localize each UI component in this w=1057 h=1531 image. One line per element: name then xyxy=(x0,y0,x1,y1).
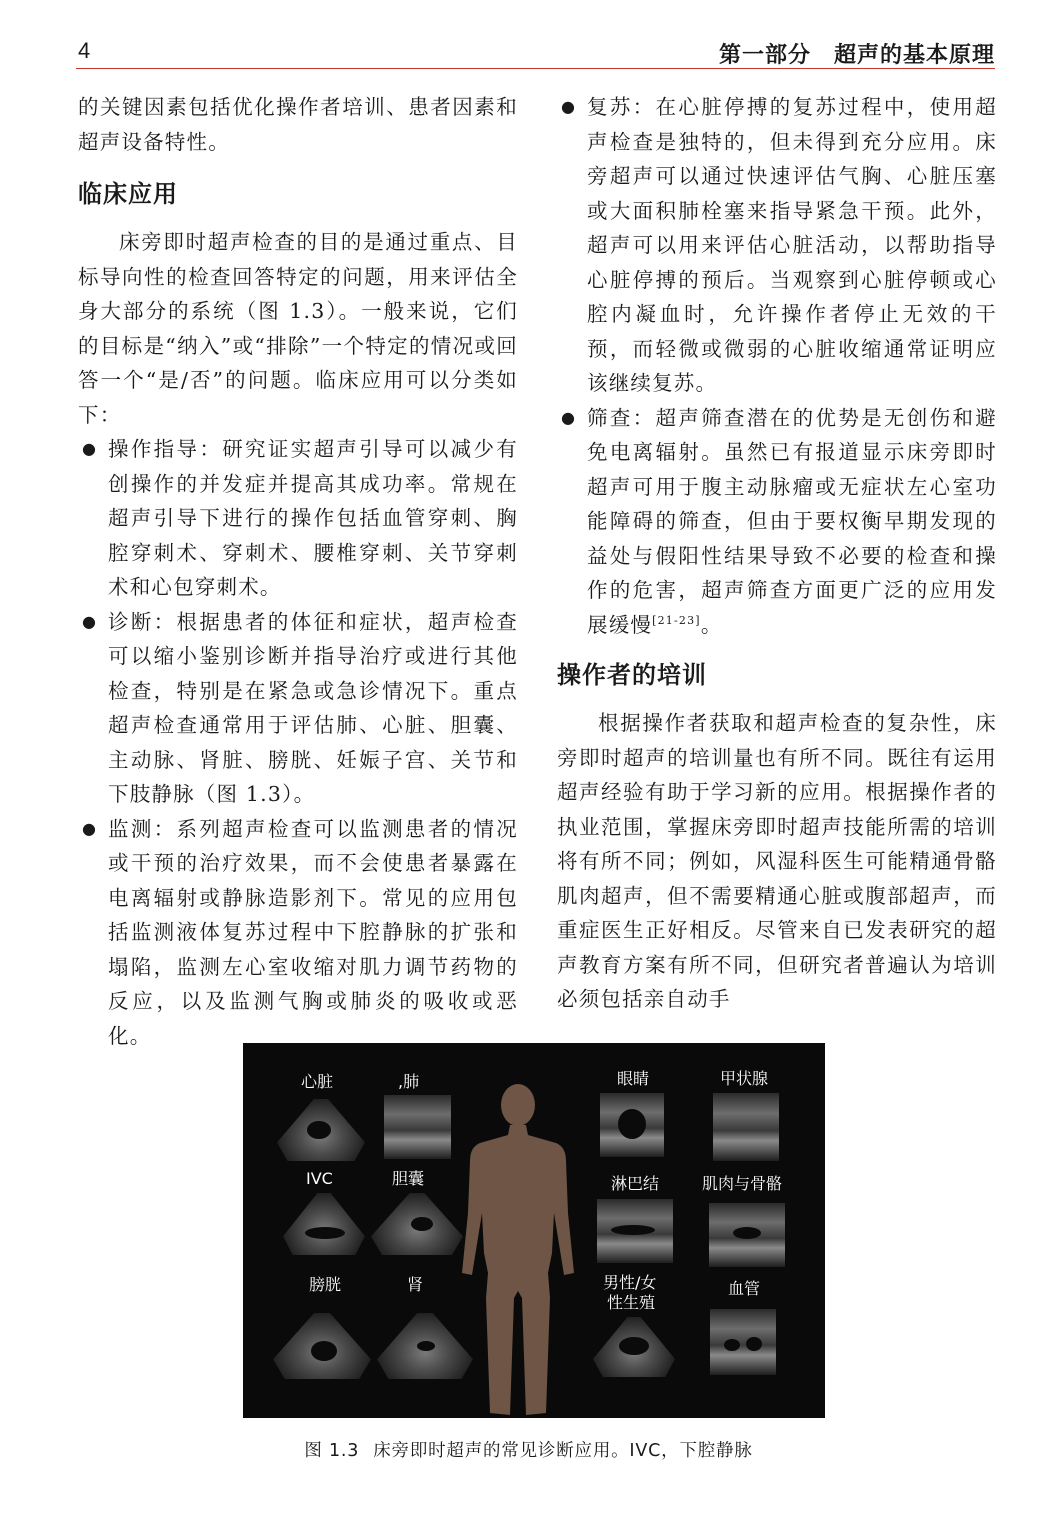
label-lymph-node: 淋巴结 xyxy=(611,1174,660,1193)
page-number: 4 xyxy=(78,38,91,63)
label-heart: 心脏 xyxy=(301,1072,334,1091)
bullet-label: 复苏： xyxy=(587,95,656,119)
ultrasound-heart xyxy=(277,1099,365,1161)
left-column xyxy=(78,90,518,1053)
label-bladder: 膀胱 xyxy=(309,1275,342,1294)
human-body-silhouette xyxy=(448,1083,588,1418)
ultrasound-genital xyxy=(593,1317,675,1377)
label-gallbladder: 胆囊 xyxy=(392,1169,425,1188)
ultrasound-lung xyxy=(384,1095,451,1159)
header-rule xyxy=(76,68,995,69)
label-thyroid: 甲状腺 xyxy=(720,1069,769,1088)
bullet-label: 诊断： xyxy=(108,609,177,634)
bullet-label: 监测： xyxy=(108,816,177,841)
ultrasound-eye xyxy=(600,1093,664,1157)
label-lung: ,肺 xyxy=(398,1072,420,1091)
right-column xyxy=(557,90,997,1017)
label-genital-line2: 性生殖 xyxy=(607,1293,656,1312)
caption-figure-number: 图 1.3 xyxy=(304,1441,360,1461)
intro-continuation: 的关键因素包括优化操作者培训、患者因素和超声设备特性。 xyxy=(78,95,518,154)
bullet-icon: ● xyxy=(561,407,577,427)
clinical-paragraph: 床旁即时超声检查的目的是通过重点、目标导向性的检查回答特定的问题，用来评估全身大部分的系统（图 1.3）。一般来说，它们的目标是“纳入”或“排除”一个特定的情况或回答一个“是/否”的问题。临床应用可以分类如下： xyxy=(78,230,518,427)
figure-1-3 xyxy=(243,1043,825,1418)
bullet-procedure xyxy=(78,432,518,605)
bullet-text: 超声筛查潜在的优势是无创伤和避免电离辐射。虽然已有报道显示床旁即时超声可用于腹主动脉瘤或无症状左心室功能障碍的筛查，但由于要权衡早期发现的益处与假阳性结果导致不必要的检查和操作的危害，超声筛查方面更广泛的应用发展缓慢 xyxy=(587,405,997,637)
bullet-icon: ● xyxy=(82,439,98,458)
bullet-icon: ● xyxy=(82,611,98,631)
ultrasound-musculoskeletal xyxy=(709,1203,785,1267)
bullet-screening xyxy=(557,401,997,643)
bullet-text: 根据患者的体征和症状，超声检查可以缩小鉴别诊断并指导治疗或进行其他检查，特别是在紧急或急诊情况下。重点超声检查通常用于评估肺、心脏、胆囊、主动脉、肾脏、膀胱、妊娠子宫、关节和下肢静脉（图 1.3）。 xyxy=(108,609,518,806)
label-musculoskeletal: 肌肉与骨骼 xyxy=(702,1174,783,1193)
silhouette-head xyxy=(501,1084,535,1126)
bullet-text: 在心脏停搏的复苏过程中，使用超声检查是独特的，但未得到充分应用。床旁超声可以通过快速评估气胸、心脏压塞或大面积肺栓塞来指导紧急干预。此外，超声可以用来评估心脏活动，以帮助指导心脏停搏的预后。当观察到心脏停顿或心腔内凝血时，允许操作者停止无效的干预，而轻微或微弱的心脏收缩通常证明应该继续复苏。 xyxy=(587,95,997,395)
ultrasound-ivc xyxy=(283,1193,365,1255)
label-eye: 眼睛 xyxy=(617,1069,650,1088)
label-ivc: IVC xyxy=(306,1169,333,1188)
bullet-end: 。 xyxy=(700,612,723,637)
bullet-text: 研究证实超声引导可以减少有创操作的并发症并提高其成功率。常规在超声引导下进行的操作包括血管穿刺、胸腔穿刺术、穿刺术、腰椎穿刺、关节穿刺术和心包穿刺术。 xyxy=(108,437,518,599)
ultrasound-vessel xyxy=(710,1309,776,1375)
figure-caption xyxy=(0,1437,1057,1462)
ultrasound-lymph-node xyxy=(597,1199,673,1263)
label-vessel: 血管 xyxy=(728,1279,761,1298)
bullet-label: 操作指导： xyxy=(108,437,223,461)
bullet-label: 筛查： xyxy=(587,405,656,430)
citation: [21-23] xyxy=(652,613,701,627)
silhouette-torso xyxy=(462,1125,574,1415)
label-kidney: 肾 xyxy=(407,1275,424,1294)
bullet-icon: ● xyxy=(82,818,98,838)
running-head: 第一部分 超声的基本原理 xyxy=(718,43,995,68)
section-heading-training: 操作者的培训 xyxy=(557,661,707,689)
ultrasound-bladder xyxy=(273,1313,371,1379)
ultrasound-thyroid xyxy=(713,1093,779,1161)
bullet-monitoring xyxy=(78,812,518,1054)
label-genital-line1: 男性/女 xyxy=(603,1273,657,1292)
section-heading-clinical: 临床应用 xyxy=(78,180,178,208)
bullet-icon: ● xyxy=(561,97,577,116)
bullet-diagnosis xyxy=(78,605,518,812)
caption-text: 床旁即时超声的常见诊断应用。IVC，下腔静脉 xyxy=(373,1441,753,1461)
bullet-text: 系列超声检查可以监测患者的情况或干预的治疗效果，而不会使患者暴露在电离辐射或静脉造影剂下。常见的应用包括监测液体复苏过程中下腔静脉的扩张和塌陷，监测左心室收缩对肌力调节药物的反应，以及监测气胸或肺炎的吸收或恶化。 xyxy=(108,816,518,1048)
bullet-resuscitation xyxy=(557,90,997,401)
training-paragraph: 根据操作者获取和超声检查的复杂性，床旁即时超声的培训量也有所不同。既往有运用超声经验有助于学习新的应用。根据操作者的执业范围，掌握床旁即时超声技能所需的培训将有所不同；例如，风湿科医生可能精通骨骼肌肉超声，但不需要精通心脏或腹部超声，而重症医生正好相反。尽管来自已发表研究的超声教育方案有所不同，但研究者普遍认为培训必须包括亲自动手 xyxy=(557,711,997,1011)
